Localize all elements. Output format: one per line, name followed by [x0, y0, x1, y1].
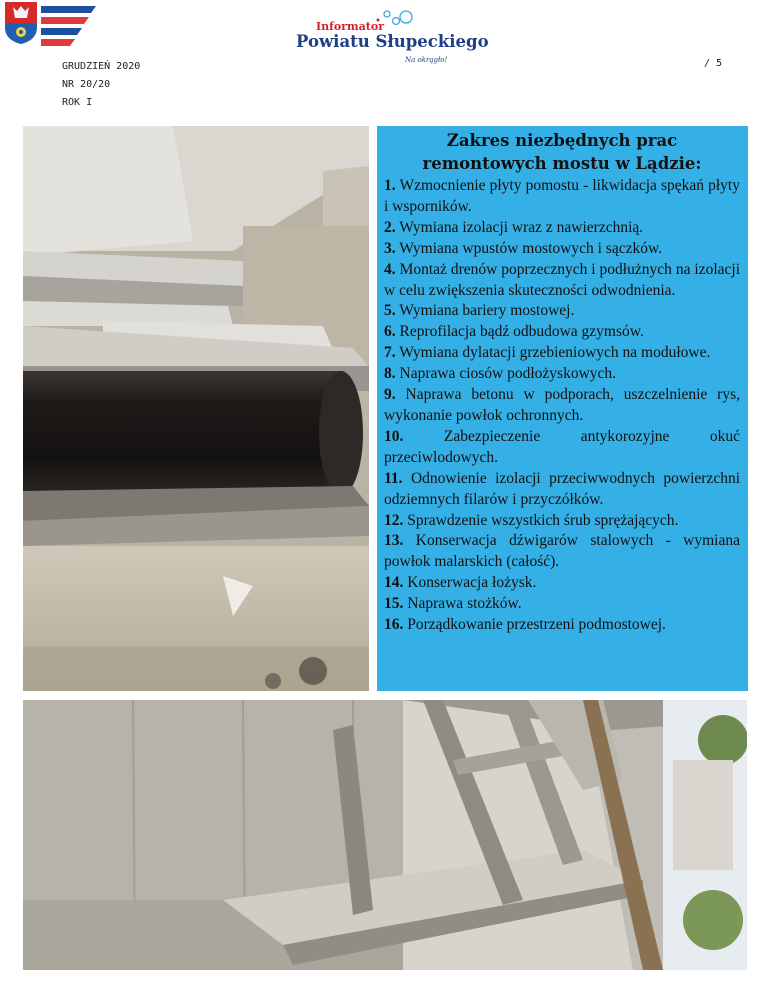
- item-text: Naprawa ciosów podłożyskowych.: [399, 365, 617, 383]
- list-item: [384, 301, 740, 322]
- issue-meta: [62, 58, 140, 112]
- bridge-bearing-photo: [23, 126, 369, 691]
- item-number: 13.: [384, 532, 404, 550]
- item-number: 10.: [384, 427, 404, 445]
- list-item: [384, 218, 740, 239]
- list-item: [384, 385, 740, 427]
- brand-stripes-icon: [41, 4, 96, 46]
- list-item: [384, 594, 740, 615]
- list-item: [384, 176, 740, 218]
- item-text: Odnowienie izolacji przeciwwodnych powierzchni odziemnych filarów i przyczółków.: [384, 469, 740, 508]
- list-item: [384, 322, 740, 343]
- item-number: 3.: [384, 239, 396, 257]
- item-text: Wymiana dylatacji grzebieniowych na modułowe.: [399, 344, 711, 362]
- item-text: Konserwacja dźwigarów stalowych - wymiana powłok malarskich (całość).: [384, 532, 740, 571]
- item-text: Wymiana wpustów mostowych i sączków.: [399, 239, 663, 257]
- item-number: 1.: [384, 177, 396, 194]
- item-number: 2.: [384, 218, 396, 236]
- item-text: Konserwacja łożysk.: [407, 574, 537, 592]
- item-text: Montaż drenów poprzecznych i podłużnych na izolacji w celu zwiększenia skuteczności odwodnienia.: [384, 260, 741, 299]
- list-item: [384, 260, 740, 302]
- item-text: Sprawdzenie wszystkich śrub sprężających.: [407, 511, 679, 529]
- repair-scope-box: [377, 126, 748, 691]
- list-item: [384, 531, 740, 573]
- box-title-line1: Zakres niezbędnych prac: [446, 131, 678, 150]
- item-number: 6.: [384, 323, 396, 341]
- list-item: [384, 469, 740, 511]
- list-item: [384, 615, 740, 636]
- list-item: [384, 511, 740, 532]
- page-number: / 5: [704, 58, 723, 69]
- item-number: 7.: [384, 344, 396, 362]
- item-number: 9.: [384, 386, 396, 404]
- item-number: 11.: [384, 469, 403, 487]
- repair-task-list: [384, 176, 740, 636]
- logo-small-text: Informator: [316, 20, 384, 33]
- logo-title: Powiatu Słupeckiego: [296, 32, 489, 51]
- item-number: 14.: [384, 574, 404, 592]
- list-item: [384, 343, 740, 364]
- item-number: 15.: [384, 595, 404, 613]
- issue-year: ROK I: [62, 97, 93, 108]
- item-text: Wzmocnienie płyty pomostu - likwidacja spękań płyty i wsporników.: [384, 177, 740, 215]
- coat-of-arms-icon: [4, 1, 38, 45]
- item-number: 5.: [384, 302, 396, 320]
- item-text: Zabezpieczenie antykorozyjne okuć przeciwlodowych.: [384, 427, 740, 466]
- list-item: [384, 573, 740, 594]
- bridge-underside-photo: [23, 700, 747, 970]
- item-text: Naprawa betonu w podporach, uszczelnienie rys, wykonanie powłok ochronnych.: [384, 386, 741, 424]
- item-number: 4.: [384, 260, 396, 278]
- item-number: 8.: [384, 365, 396, 383]
- box-title: [384, 129, 740, 175]
- list-item: [384, 239, 740, 260]
- list-item: [384, 427, 740, 469]
- item-text: Reprofilacja bądź odbudowa gzymsów.: [399, 323, 644, 341]
- item-number: 16.: [384, 616, 404, 634]
- item-text: Naprawa stożków.: [407, 595, 522, 613]
- item-text: Wymiana izolacji wraz z nawierzchnią.: [399, 218, 644, 236]
- issue-date: GRUDZIEŃ 2020: [62, 61, 141, 72]
- item-text: Porządkowanie przestrzeni podmostowej.: [407, 616, 666, 634]
- list-item: [384, 364, 740, 385]
- item-text: Wymiana bariery mostowej.: [399, 302, 575, 320]
- item-number: 12.: [384, 511, 404, 529]
- box-title-line2: remontowych mostu w Lądzie:: [422, 154, 702, 173]
- logo-tagline: Na okrągło!: [405, 56, 448, 64]
- publication-logo: [296, 8, 489, 70]
- issue-number: NR 20/20: [62, 79, 111, 90]
